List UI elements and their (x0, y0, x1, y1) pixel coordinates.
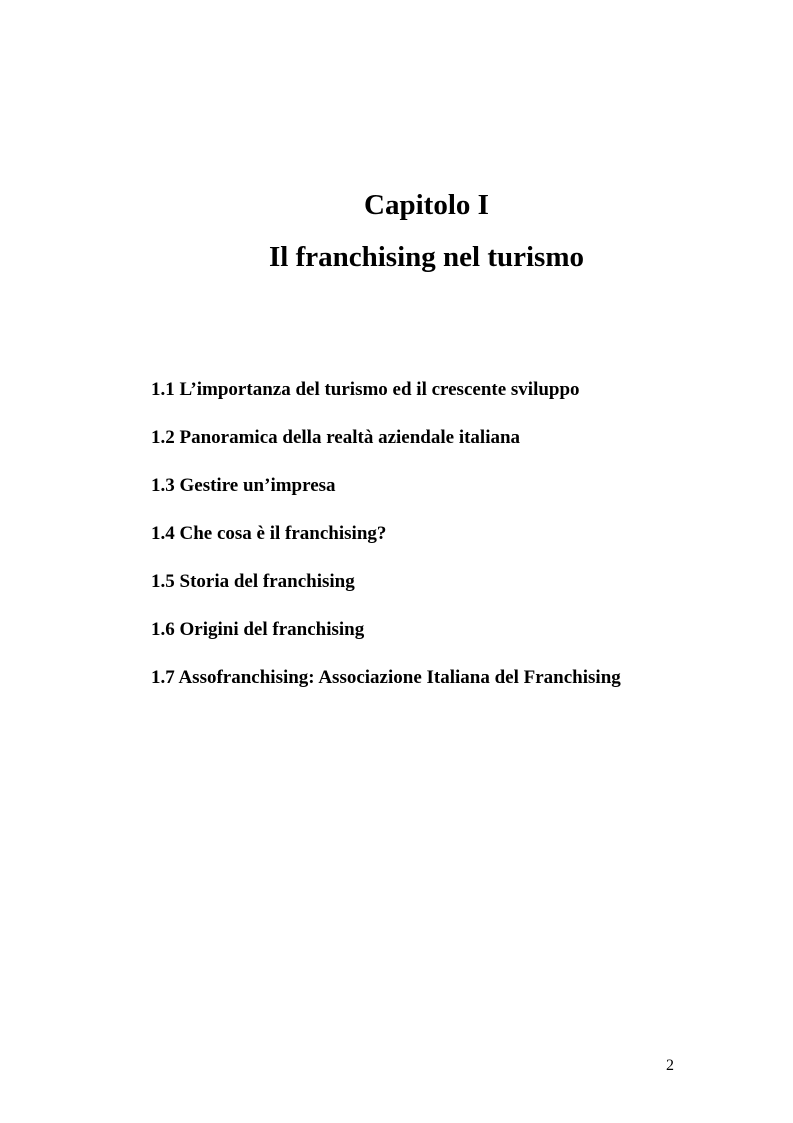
toc-item-1-7: 1.7 Assofranchising: Associazione Italiana del Franchising (151, 667, 621, 688)
toc-item-1-6: 1.6 Origini del franchising (151, 619, 365, 640)
toc-item-1-1: 1.1 L’importanza del turismo ed il crescente sviluppo (151, 379, 580, 400)
chapter-number: Capitolo I (364, 189, 489, 221)
toc-item-1-2: 1.2 Panoramica della realtà aziendale italiana (151, 427, 521, 448)
toc-item-1-5: 1.5 Storia del franchising (151, 571, 355, 592)
table-of-contents (151, 380, 621, 716)
toc-item-1-3: 1.3 Gestire un’impresa (151, 475, 336, 496)
chapter-title: Il franchising nel turismo (269, 241, 584, 273)
page-number: 2 (666, 1057, 674, 1074)
toc-item-1-4: 1.4 Che cosa è il franchising? (151, 523, 387, 544)
